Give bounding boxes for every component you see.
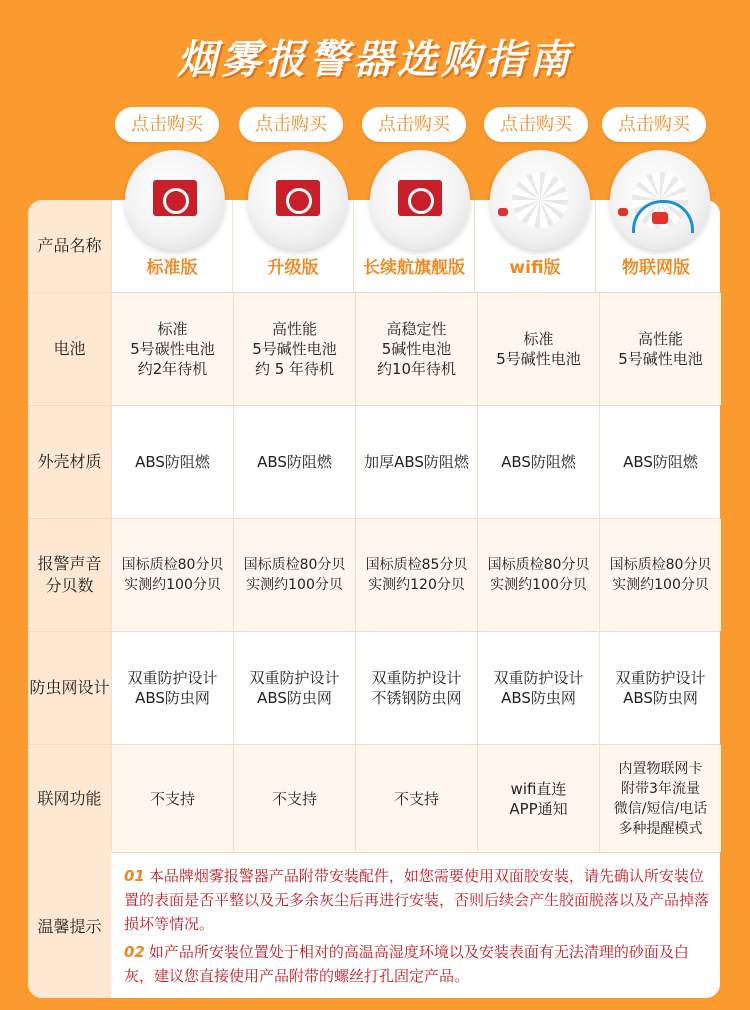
table-cell: 国标质检80分贝 实测约100分贝 bbox=[233, 519, 355, 631]
table-cell: ABS防阻燃 bbox=[477, 406, 599, 518]
table-cell: ABS防阻燃 bbox=[599, 406, 721, 518]
tip-text: 如产品所安装位置处于相对的高温高湿度环境以及安装表面有无法清理的砂面及白灰，建议您直接使用产品附带的螺丝打孔固定产品。 bbox=[124, 943, 689, 985]
table-cell: ABS防阻燃 bbox=[233, 406, 355, 518]
table-cell: 不支持 bbox=[233, 745, 355, 852]
row-header: 产品名称 bbox=[28, 200, 111, 292]
table-cell: ABS防阻燃 bbox=[111, 406, 233, 518]
table-cell: 高性能 5号碱性电池 约 5 年待机 bbox=[233, 293, 355, 405]
buy-button-upgrade[interactable]: 点击购买 bbox=[239, 107, 343, 142]
tip-item bbox=[124, 864, 714, 936]
buy-button-standard[interactable]: 点击购买 bbox=[115, 107, 219, 142]
table-cell: 双重防护设计 ABS防虫网 bbox=[233, 632, 355, 744]
table-cell: 内置物联网卡 附带3年流量 微信/短信/电话 多种提醒模式 bbox=[599, 745, 721, 852]
table-cell: 高性能 5号碱性电池 bbox=[599, 293, 721, 405]
tip-text: 本品牌烟雾报警器产品附带安装配件，如您需要使用双面胶安装，请先确认所安装位置的表面是否平整以及无多余灰尘后再进行安装，否则后续会产生胶面脱落以及产品掉落损坏等情况。 bbox=[124, 867, 710, 933]
row-header: 电池 bbox=[28, 293, 111, 405]
tip-item bbox=[124, 940, 714, 988]
table-row bbox=[28, 519, 720, 631]
table-row bbox=[28, 200, 720, 292]
table-row bbox=[28, 293, 720, 405]
row-header: 外壳材质 bbox=[28, 406, 111, 518]
table-cell: 加厚ABS防阻燃 bbox=[355, 406, 477, 518]
table-cell: 标准 5号碱性电池 bbox=[477, 293, 599, 405]
table-cell: 双重防护设计 ABS防虫网 bbox=[599, 632, 721, 744]
table-cell: 不支持 bbox=[111, 745, 233, 852]
row-header: 防虫网设计 bbox=[28, 632, 111, 744]
product-name: 长续航旗舰版 bbox=[353, 200, 474, 292]
table-cell: 双重防护设计 不锈钢防虫网 bbox=[355, 632, 477, 744]
product-name: wifi版 bbox=[474, 200, 595, 292]
buy-button-flagship[interactable]: 点击购买 bbox=[362, 107, 466, 142]
product-name: 升级版 bbox=[232, 200, 353, 292]
table-cell: 不支持 bbox=[355, 745, 477, 852]
table-cell: 国标质检80分贝 实测约100分贝 bbox=[111, 519, 233, 631]
table-row bbox=[28, 745, 720, 852]
table-cell: 国标质检80分贝 实测约100分贝 bbox=[599, 519, 721, 631]
table-cell: 双重防护设计 ABS防虫网 bbox=[477, 632, 599, 744]
table-cell: 双重防护设计 ABS防虫网 bbox=[111, 632, 233, 744]
tips-content bbox=[124, 864, 714, 992]
buy-button-iot[interactable]: 点击购买 bbox=[602, 107, 706, 142]
row-header: 报警声音 分贝数 bbox=[28, 519, 111, 631]
tips-header: 温馨提示 bbox=[28, 852, 111, 998]
row-header: 联网功能 bbox=[28, 745, 111, 852]
table-cell: 高稳定性 5碱性电池 约10年待机 bbox=[355, 293, 477, 405]
table-row bbox=[28, 406, 720, 518]
table-cell: 标准 5号碳性电池 约2年待机 bbox=[111, 293, 233, 405]
buy-button-wifi[interactable]: 点击购买 bbox=[484, 107, 588, 142]
product-name: 标准版 bbox=[111, 200, 232, 292]
tip-number: 02 bbox=[124, 943, 145, 961]
table-cell: wifi直连 APP通知 bbox=[477, 745, 599, 852]
page-title: 烟雾报警器选购指南 bbox=[177, 37, 573, 83]
product-name: 物联网版 bbox=[595, 200, 716, 292]
table-cell: 国标质检85分贝 实测约120分贝 bbox=[355, 519, 477, 631]
tip-number: 01 bbox=[124, 867, 145, 885]
table-row bbox=[28, 632, 720, 744]
row-divider bbox=[28, 852, 720, 853]
table-cell: 国标质检80分贝 实测约100分贝 bbox=[477, 519, 599, 631]
